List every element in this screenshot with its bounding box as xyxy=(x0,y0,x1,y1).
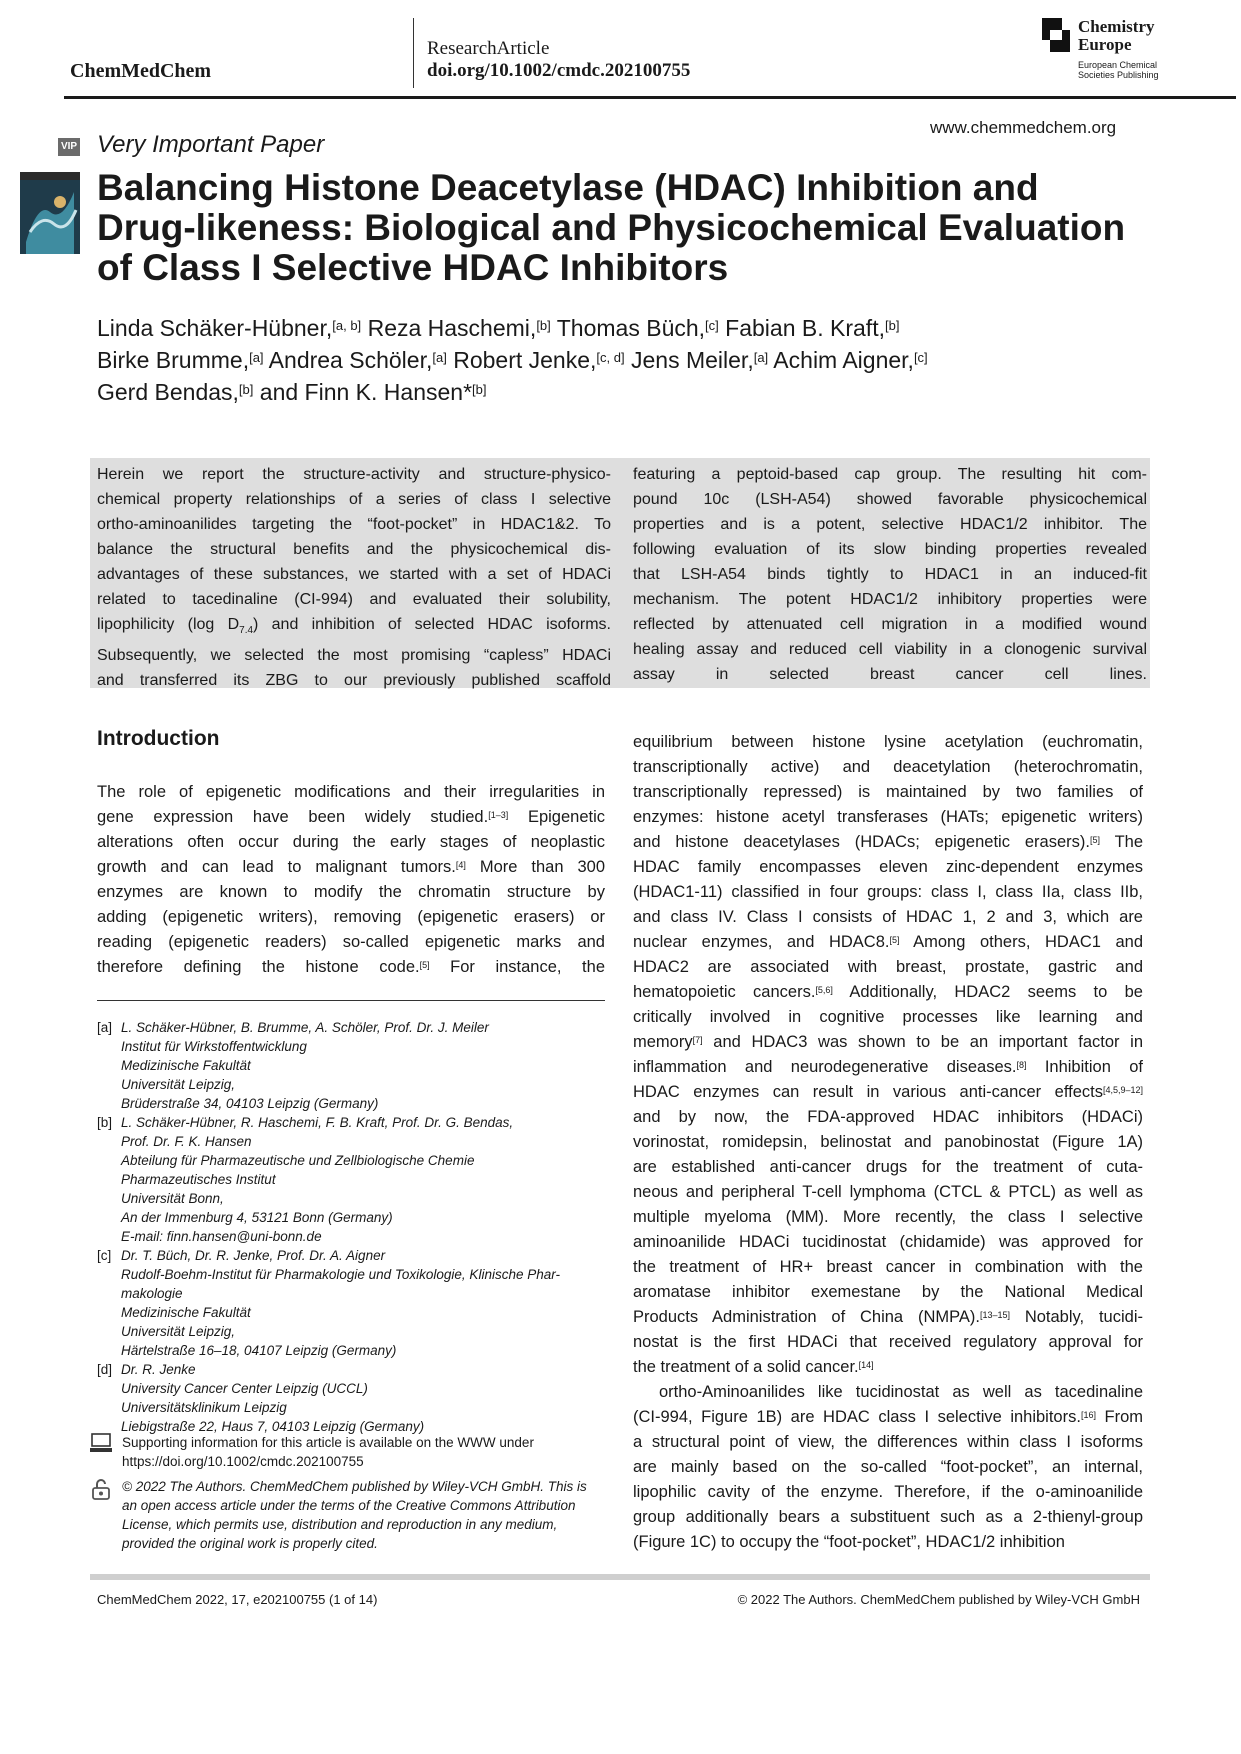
author-line-text: Gerd Bendas,[b] and Finn K. Hansen*[b] xyxy=(97,379,487,405)
supporting-information xyxy=(122,1433,606,1471)
body-right-column xyxy=(633,730,1143,1555)
body-line: enzymes are known to modify the chromatin structure by xyxy=(97,883,605,901)
affiliation-line: An der Immenburg 4, 53121 Bonn (Germany) xyxy=(121,1210,393,1225)
doi-link[interactable]: doi.org/10.1002/cmdc.202100755 xyxy=(427,60,691,81)
author-list xyxy=(97,312,1157,408)
body-line: nostat is the first HDACi that received regulatory approval for xyxy=(633,1333,1143,1351)
body-line: HDAC family encompasses eleven zinc-dependent enzymes xyxy=(633,858,1143,876)
abstract-line: that LSH-A54 binds tightly to HDAC1 in an induced-fit xyxy=(633,566,1147,583)
body-line: nuclear enzymes, and HDAC8.[5] Among others, HDAC1 and xyxy=(633,933,1144,951)
affiliation-line[interactable]: E-mail: finn.hansen@uni-bonn.de xyxy=(121,1229,322,1244)
computer-icon xyxy=(90,1433,112,1453)
body-line: and by now, the FDA-approved HDAC inhibitors (HDACi) xyxy=(633,1108,1143,1126)
abstract-line: reflected by attenuated cell migration in a modified wound xyxy=(633,616,1147,633)
body-line: group additionally bears a substituent such as a 2-thienyl-group xyxy=(633,1508,1143,1526)
body-line: enzymes: histone acetyl transferases (HATs; epigenetic writers) xyxy=(633,808,1143,826)
body-line: vorinostat, romidepsin, belinostat and panobinostat (Figure 1A) xyxy=(633,1133,1143,1151)
abstract-line: assay in selected breast cancer cell lines. xyxy=(633,666,1147,683)
journal-name: ChemMedChem xyxy=(70,60,212,82)
vip-badge: VIP xyxy=(58,138,80,156)
body-line: (CI-994, Figure 1B) are HDAC class I selective inhibitors.[16] From xyxy=(633,1408,1143,1426)
affiliation-line: Abteilung für Pharmazeutische und Zellbiologische Chemie xyxy=(121,1153,475,1168)
license-line: an open access article under the terms of the Creative Commons Attribution xyxy=(122,1498,576,1513)
affiliation-line: L. Schäker-Hübner, R. Haschemi, F. B. Kraft, Prof. Dr. G. Bendas, xyxy=(121,1115,514,1130)
si-line: Supporting information for this article is available on the WWW under xyxy=(122,1435,534,1450)
affiliation-body xyxy=(121,1360,424,1436)
affiliation-key: [d] xyxy=(97,1362,113,1377)
publisher-subtitle-line2: Societies Publishing xyxy=(1078,70,1159,80)
footer-copyright: © 2022 The Authors. ChemMedChem published by Wiley-VCH GmbH xyxy=(737,1592,1140,1607)
abstract-line: following evaluation of its slow binding properties revealed xyxy=(633,541,1147,558)
affiliation-line: Härtelstraße 16–18, 04107 Leipzig (Germany) xyxy=(121,1343,397,1358)
header-rule xyxy=(64,96,1236,99)
abstract-line: Subsequently, we selected the most promising “capless” HDACi xyxy=(97,647,611,665)
body-line: transcriptionally repressed) is maintained by two families of xyxy=(633,783,1143,801)
abstract-line: advantages of these substances, we started with a set of HDACi xyxy=(97,566,611,583)
journal-cover-thumbnail[interactable] xyxy=(20,172,80,254)
si-link[interactable]: https://doi.org/10.1002/cmdc.202100755 xyxy=(122,1454,364,1469)
license-line: © 2022 The Authors. ChemMedChem published by Wiley-VCH GmbH. This is xyxy=(122,1479,587,1494)
abstract-line: properties and is a potent, selective HDAC1/2 inhibitor. The xyxy=(633,516,1147,533)
abstract-line: Herein we report the structure-activity and structure-physico- xyxy=(97,466,611,483)
affiliation-line: Medizinische Fakultät xyxy=(121,1058,251,1073)
publisher-name-line1: Chemistry xyxy=(1078,17,1155,36)
body-line: and histone deacetylases (HDACs; epigenetic erasers).[5] The xyxy=(633,833,1144,851)
abstract-left-column xyxy=(97,462,611,693)
article-type: ResearchArticle xyxy=(427,38,550,59)
body-line: neous and peripheral T-cell lymphoma (CTCL & PTCL) as well as xyxy=(633,1183,1143,1201)
footer-bar xyxy=(90,1574,1150,1580)
publisher-subtitle-line1: European Chemical xyxy=(1078,60,1158,70)
publisher-name-line2: Europe xyxy=(1078,35,1132,54)
affiliation-key: [c] xyxy=(97,1248,112,1263)
affiliation-line: Institut für Wirkstoffentwicklung xyxy=(121,1039,307,1054)
affiliation-line: Universität Leipzig, xyxy=(121,1077,236,1092)
section-heading-introduction: Introduction xyxy=(97,727,220,750)
author-line-text: Birke Brumme,[a] Andrea Schöler,[a] Robert Jenke,[c, d] Jens Meiler,[a] Achim Aigner,[c] xyxy=(97,347,928,373)
vip-label: Very Important Paper xyxy=(97,131,325,158)
body-line: are established anti-cancer drugs for the treatment of cuta- xyxy=(633,1158,1143,1176)
abstract-line: ortho-aminoanilides targeting the “foot-pocket” in HDAC1&2. To xyxy=(97,516,611,533)
affiliation-entry xyxy=(97,1360,607,1436)
body-line: (HDAC1-11) classified in four groups: class I, class IIa, class IIb, xyxy=(633,883,1143,901)
affiliation-key: [a] xyxy=(97,1020,113,1035)
body-line: aminoanilide HDACi tucidinostat (chidamide) was approved for xyxy=(633,1233,1143,1251)
body-line: growth and can lead to malignant tumors.[4] More than 300 xyxy=(97,858,605,876)
affiliation-line: University Cancer Center Leipzig (UCCL) xyxy=(121,1381,368,1396)
body-line: aromatase inhibitor exemestane by the National Medical xyxy=(633,1283,1143,1301)
footer-citation: ChemMedChem 2022, 17, e202100755 (1 of 14) xyxy=(97,1592,378,1607)
body-line: transcriptionally active) and deacetylation (heterochromatin, xyxy=(633,758,1143,776)
affiliation-line: Universitätsklinikum Leipzig xyxy=(121,1400,287,1415)
affiliation-line: Brüderstraße 34, 04103 Leipzig (Germany) xyxy=(121,1096,379,1111)
open-access-license xyxy=(122,1477,606,1553)
journal-website[interactable]: www.chemmedchem.org xyxy=(930,118,1117,137)
affiliation-line: Dr. R. Jenke xyxy=(121,1362,196,1377)
body-line: memory[7] and HDAC3 was shown to be an important factor in xyxy=(633,1033,1143,1051)
abstract-line: chemical property relationships of a series of class I selective xyxy=(97,491,611,508)
abstract-line: lipophilicity (log $D_{7.4}$) and inhibition of selected HDAC isoforms. xyxy=(97,616,611,637)
body-line: critically involved in cognitive processes like learning and xyxy=(633,1008,1143,1026)
body-line: inflammation and neurodegenerative diseases.[8] Inhibition of xyxy=(633,1058,1143,1076)
author-line xyxy=(97,344,1157,376)
abstract-line: and transferred its ZBG to our previously published scaffold xyxy=(97,672,611,690)
affiliation-line: Universität Bonn, xyxy=(121,1191,224,1206)
affiliation-body xyxy=(121,1018,489,1113)
body-left-column xyxy=(97,780,605,980)
license-line: License, which permits use, distribution and reproduction in any medium, xyxy=(122,1517,558,1532)
affiliation-line: L. Schäker-Hübner, B. Brumme, A. Schöler, Prof. Dr. J. Meiler xyxy=(121,1020,489,1035)
abstract-line: mechanism. The potent HDAC1/2 inhibitory properties were xyxy=(633,591,1147,608)
author-line xyxy=(97,312,1157,344)
affiliation-line: Liebigstraße 22, Haus 7, 04103 Leipzig (Germany) xyxy=(121,1419,425,1434)
abstract-line: pound 10c (LSH-A54) showed favorable physicochemical xyxy=(633,491,1147,508)
affiliation-line: Prof. Dr. F. K. Hansen xyxy=(121,1134,252,1149)
affiliation-entry xyxy=(97,1018,607,1113)
body-line: the treatment of HR+ breast cancer in combination with the xyxy=(633,1258,1143,1276)
body-line: lipophilic cavity of the enzyme. Therefore, if the o-aminoanilide xyxy=(633,1483,1143,1501)
body-line: HDAC enzymes can result in various anti-cancer effects[4,5,9–12] xyxy=(633,1083,1143,1101)
affiliation-line: makologie xyxy=(121,1286,183,1301)
abstract-line: balance the structural benefits and the physicochemical dis- xyxy=(97,541,611,558)
affiliation-line: Universität Leipzig, xyxy=(121,1324,236,1339)
body-line: and class IV. Class I consists of HDAC 1, 2 and 3, which are xyxy=(633,908,1143,926)
body-line: multiple myeloma (MM). More recently, the class I selective xyxy=(633,1208,1143,1226)
chemistry-europe-logo-icon xyxy=(1042,18,1070,52)
body-line: The role of epigenetic modifications and their irregularities in xyxy=(97,783,605,801)
abstract-right-column xyxy=(633,462,1147,687)
open-access-lock-icon xyxy=(92,1478,110,1500)
footnote-rule xyxy=(97,1000,605,1001)
affiliation-line: Pharmazeutisches Institut xyxy=(121,1172,276,1187)
body-line: the treatment of a solid cancer.[14] xyxy=(633,1358,874,1376)
body-line: reading (epigenetic readers) so-called epigenetic marks and xyxy=(97,933,605,951)
affiliation-line: Medizinische Fakultät xyxy=(121,1305,251,1320)
body-line: equilibrium between histone lysine acetylation (euchromatin, xyxy=(633,733,1143,751)
author-line-text: Linda Schäker-Hübner,[a, b] Reza Haschemi,[b] Thomas Büch,[c] Fabian B. Kraft,[b] xyxy=(97,315,900,341)
header-divider xyxy=(413,18,414,88)
affiliation-entry xyxy=(97,1113,607,1246)
body-line: ortho-Aminoanilides like tucidinostat as well as tacedinaline xyxy=(659,1383,1143,1401)
license-line: provided the original work is properly cited. xyxy=(122,1536,378,1551)
affiliation-line: Dr. T. Büch, Dr. R. Jenke, Prof. Dr. A. Aigner xyxy=(121,1248,386,1263)
body-line: therefore defining the histone code.[5] For instance, the xyxy=(97,958,605,976)
body-line: are mainly based on the so-called “foot-pocket”, an internal, xyxy=(633,1458,1143,1476)
body-line: HDAC2 are associated with breast, prostate, gastric and xyxy=(633,958,1143,976)
affiliation-line: Rudolf-Boehm-Institut für Pharmakologie und Toxikologie, Klinische Phar- xyxy=(121,1267,560,1282)
body-line: hematopoietic cancers.[5,6] Additionally, HDAC2 seems to be xyxy=(633,983,1143,1001)
abstract-line: related to tacedinaline (CI-994) and evaluated their solubility, xyxy=(97,591,611,608)
author-line xyxy=(97,376,1157,408)
body-line: Products Administration of China (NMPA).[13–15] Notably, tucidi- xyxy=(633,1308,1143,1326)
affiliation-key: [b] xyxy=(97,1115,113,1130)
body-line: (Figure 1C) to occupy the “foot-pocket”, HDAC1/2 inhibition xyxy=(633,1533,1065,1551)
affiliation-body xyxy=(121,1246,560,1360)
body-line: gene expression have been widely studied.[1–3] Epigenetic xyxy=(97,808,606,826)
abstract-line: healing assay and reduced cell viability in a clonogenic survival xyxy=(633,641,1147,658)
body-line: adding (epigenetic writers), removing (epigenetic erasers) or xyxy=(97,908,605,926)
abstract-line: featuring a peptoid-based cap group. The resulting hit com- xyxy=(633,466,1147,483)
article-title: Balancing Histone Deacetylase (HDAC) Inhibition and Drug-likeness: Biological and Physicochemical Evaluation of Class I Selective HDAC Inhibitors xyxy=(97,167,1126,288)
affiliations xyxy=(97,1018,607,1436)
affiliation-entry xyxy=(97,1246,607,1360)
body-line: alterations often occur during the early stages of neoplastic xyxy=(97,833,605,851)
body-line: a structural point of view, the differences within class I isoforms xyxy=(633,1433,1143,1451)
affiliation-body xyxy=(121,1113,513,1246)
